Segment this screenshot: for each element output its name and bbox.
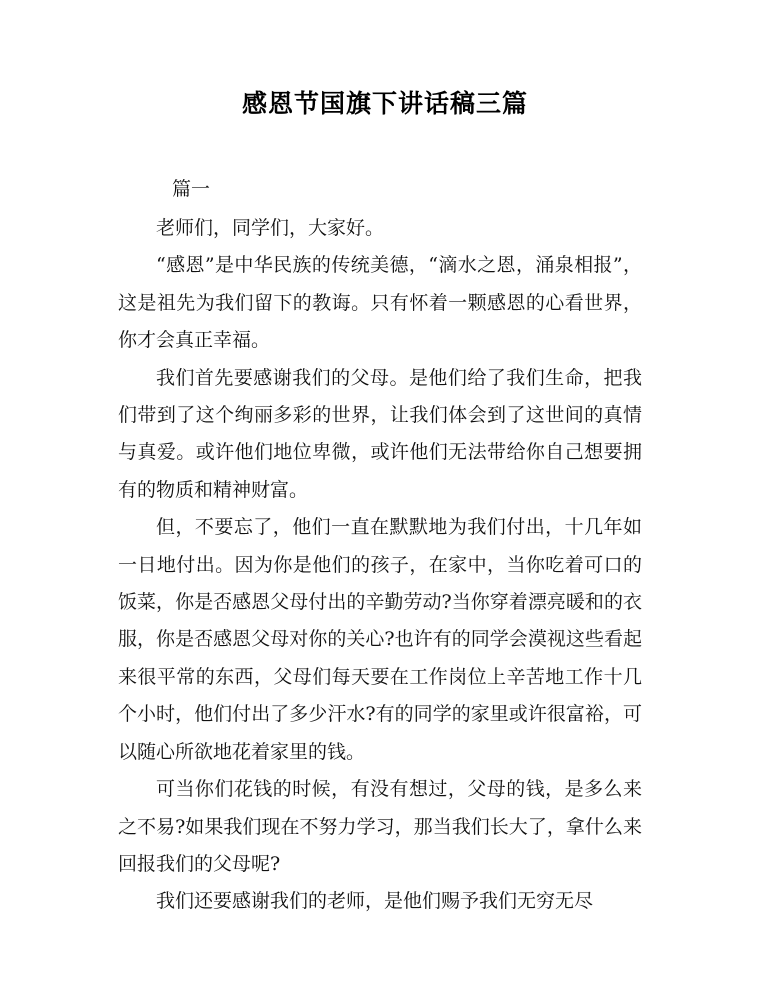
paragraph-thank-teachers: 我们还要感谢我们的老师，是他们赐予我们无穷无尽 (156, 890, 594, 913)
document-title: 感恩节国旗下讲话稿三篇 (241, 89, 528, 118)
paragraph-thank-parents: 我们首先要感谢我们的父母。是他们给了我们生命，把我们带到了这个绚丽多彩的世界，让我们体会到了这世间的真情与真爱。或许他们地位卑微，或许他们无法带给你自己想要拥有的物质和精神财富。 (118, 366, 642, 501)
paragraph-gratitude-virtue: “感恩”是中华民族的传统美德，“滴水之恩，涌泉相报”，这是祖先为我们留下的教诲。只有怀着一颗感恩的心看世界，你才会真正幸福。 (118, 254, 642, 352)
document-body (118, 210, 642, 921)
paragraph-money-reflection: 可当你们花钱的时候，有没有想过，父母的钱，是多么来之不易?如果我们现在不努力学习，那当我们长大了，拿什么来回报我们的父母呢? (118, 778, 642, 875)
section-heading: 篇一 (172, 178, 211, 200)
paragraph-parents-sacrifice: 但，不要忘了，他们一直在默默地为我们付出，十几年如一日地付出。因为你是他们的孩子，在家中，当你吃着可口的饭菜，你是否感恩父母付出的辛勤劳动?当你穿着漂亮暖和的衣服，你是否感恩父母对你的关心?也许有的同学会漠视这些看起来很平常的东西，父母们每天要在工作岗位上辛苦地工作十几个小时，他们付出了多少汗水?有的同学的家里或许很富裕，可以随心所欲地花着家里的钱。 (118, 516, 642, 763)
paragraph-greeting: 老师们，同学们，大家好。 (156, 217, 385, 239)
